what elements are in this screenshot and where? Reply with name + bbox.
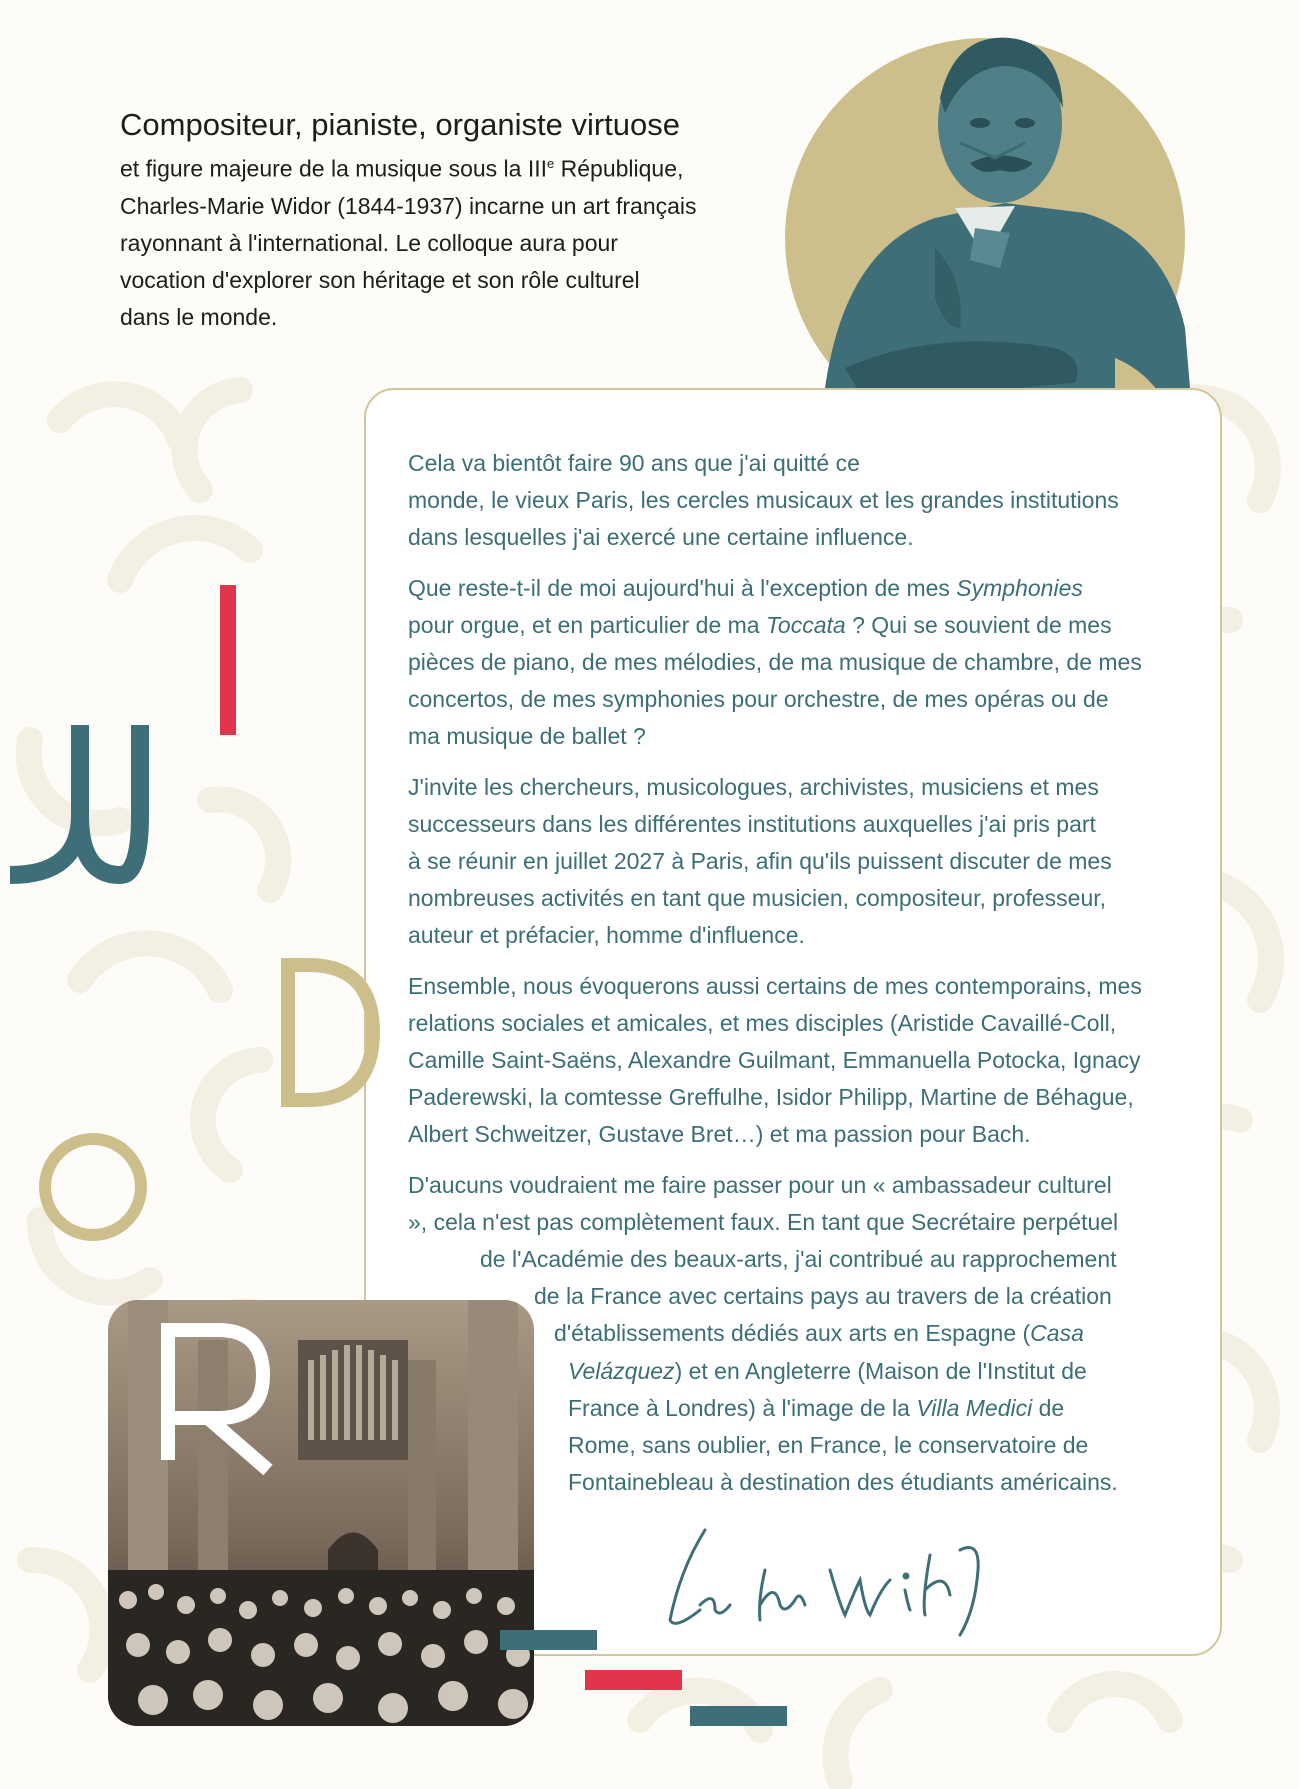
intro-line-1: et figure majeure de la musique sous la III bbox=[120, 155, 548, 182]
p3-line-5: auteur et préfacier, homme d'influence. bbox=[408, 922, 805, 949]
decor-bar-teal-2 bbox=[690, 1706, 787, 1726]
p5-casa: Casa bbox=[1030, 1320, 1084, 1347]
decor-letter-i bbox=[220, 585, 236, 735]
paragraph-4 bbox=[408, 968, 1198, 1154]
intro-line-4: vocation d'explorer son héritage et son rôle culturel bbox=[120, 266, 640, 293]
p2-line-5: ma musique de ballet ? bbox=[408, 723, 646, 750]
intro-line-2: Charles-Marie Widor (1844-1937) incarne un art français bbox=[120, 192, 697, 219]
intro-superscript: e bbox=[547, 156, 555, 171]
p4-line-5: Albert Schweitzer, Gustave Bret…) et ma passion pour Bach. bbox=[408, 1121, 1031, 1148]
decor-bar-teal-1 bbox=[500, 1630, 597, 1650]
p5-line-7a: France à Londres) à l'image de la bbox=[568, 1394, 917, 1421]
p4-line-1: Ensemble, nous évoquerons aussi certains de mes contemporains, mes bbox=[408, 972, 1142, 999]
p5-villa-medici: Villa Medici bbox=[916, 1394, 1033, 1421]
p4-line-3: Camille Saint-Saëns, Alexandre Guilmant, Emmanuella Potocka, Ignacy bbox=[408, 1047, 1141, 1074]
church-concert-photo bbox=[108, 1300, 534, 1726]
decor-letter-w bbox=[0, 715, 150, 885]
decor-letter-o bbox=[36, 1130, 151, 1245]
p2-line-3: pièces de piano, de mes mélodies, de ma musique de chambre, de mes bbox=[408, 649, 1142, 676]
p2-toccata: Toccata bbox=[765, 611, 846, 638]
widor-portrait bbox=[785, 28, 1205, 448]
p1-line-3: dans lesquelles j'ai exercé une certaine influence. bbox=[408, 524, 914, 551]
p5-line-6b: ) et en Angleterre (Maison de l'Institut de bbox=[674, 1357, 1087, 1384]
p2-line-2c: ? Qui se souvient de mes bbox=[845, 611, 1112, 638]
p1-line-1: Cela va bientôt faire 90 ans que j'ai quitté ce bbox=[408, 450, 860, 476]
intro-line-3: rayonnant à l'international. Le colloque aura pour bbox=[120, 229, 618, 256]
p3-line-2: successeurs dans les différentes institutions auxquelles j'ai pris part bbox=[408, 810, 1096, 837]
p3-line-4: nombreuses activités en tant que musicien, compositeur, professeur, bbox=[408, 885, 1107, 912]
p2-line-2a: pour orgue, et en particulier de ma bbox=[408, 611, 766, 638]
p5-line-3: de l'Académie des beaux-arts, j'ai contribué au rapprochement bbox=[480, 1246, 1117, 1273]
decor-bar-red bbox=[585, 1670, 682, 1690]
p3-line-1: J'invite les chercheurs, musicologues, archivistes, musiciens et mes bbox=[408, 773, 1099, 800]
intro-text bbox=[120, 105, 760, 336]
intro-body bbox=[120, 145, 760, 336]
intro-line-1-end: République, bbox=[554, 155, 684, 182]
p5-line-8: Rome, sans oublier, en France, le conservatoire de bbox=[568, 1432, 1089, 1459]
p5-line-4: de la France avec certains pays au travers de la création bbox=[534, 1283, 1112, 1310]
decor-letter-d bbox=[278, 955, 383, 1110]
intro-line-5: dans le monde. bbox=[120, 303, 278, 330]
p5-line-5a: d'établissements dédiés aux arts en Espagne ( bbox=[554, 1320, 1031, 1347]
p2-line-4: concertos, de mes symphonies pour orchestre, de mes opéras ou de bbox=[408, 686, 1109, 713]
intro-lead: Compositeur, pianiste, organiste virtuose bbox=[120, 107, 681, 142]
p4-line-4: Paderewski, la comtesse Greffulhe, Isidor Philipp, Martine de Béhague, bbox=[408, 1084, 1134, 1111]
p1-line-2: monde, le vieux Paris, les cercles musicaux et les grandes institutions bbox=[408, 487, 1119, 514]
p5-line-2: », cela n'est pas complètement faux. En tant que Secrétaire perpétuel bbox=[408, 1208, 1119, 1235]
p5-line-1: D'aucuns voudraient me faire passer pour un « ambassadeur culturel bbox=[408, 1171, 1112, 1198]
p2-line-1a: Que reste-t-il de moi aujourd'hui à l'exception de mes bbox=[408, 574, 957, 601]
p2-symphonies: Symphonies bbox=[956, 574, 1083, 601]
p3-line-3: à se réunir en juillet 2027 à Paris, afin qu'ils puissent discuter de mes bbox=[408, 848, 1112, 875]
p5-velazquez: Velázquez bbox=[568, 1357, 675, 1384]
p5-line-9: Fontainebleau à destination des étudiants américains. bbox=[568, 1469, 1118, 1496]
paragraph-2 bbox=[408, 570, 1198, 756]
p4-line-2: relations sociales et amicales, et mes disciples (Aristide Cavaillé-Coll, bbox=[408, 1009, 1117, 1036]
signature bbox=[660, 1510, 1020, 1640]
paragraph-1 bbox=[408, 445, 1198, 557]
p5-line-7c: de bbox=[1032, 1394, 1065, 1421]
paragraph-3 bbox=[408, 769, 1198, 955]
